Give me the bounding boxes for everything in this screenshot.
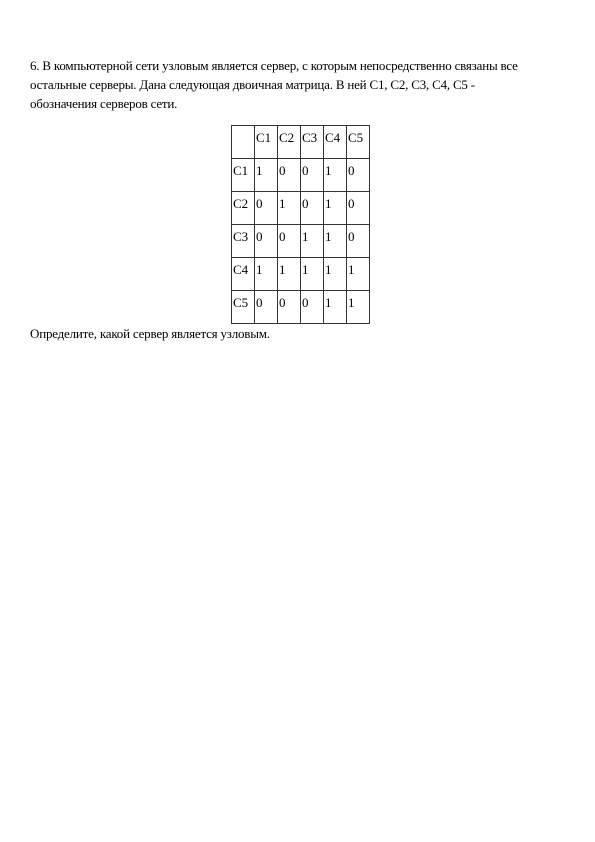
task-line: обозначения серверов сети. xyxy=(30,96,178,111)
matrix-cell: 1 xyxy=(347,291,370,324)
matrix-cell: 1 xyxy=(301,225,324,258)
row-header: С1 xyxy=(232,159,255,192)
matrix-cell: 0 xyxy=(278,291,301,324)
row-header: С3 xyxy=(232,225,255,258)
matrix-cell: 1 xyxy=(278,192,301,225)
matrix-row xyxy=(232,159,370,192)
matrix-cell: 0 xyxy=(255,192,278,225)
matrix-cell: 1 xyxy=(347,258,370,291)
matrix-cell: 1 xyxy=(301,258,324,291)
matrix-corner-cell xyxy=(232,126,255,159)
matrix-cell: 1 xyxy=(255,159,278,192)
matrix-cell: 0 xyxy=(347,225,370,258)
matrix-row xyxy=(232,258,370,291)
matrix-cell: 0 xyxy=(347,192,370,225)
row-header: С2 xyxy=(232,192,255,225)
matrix-cell: 0 xyxy=(301,291,324,324)
column-header: С3 xyxy=(301,126,324,159)
matrix-cell: 1 xyxy=(324,291,347,324)
matrix-row xyxy=(232,192,370,225)
column-header: С1 xyxy=(255,126,278,159)
task-statement xyxy=(30,56,575,113)
column-header: С4 xyxy=(324,126,347,159)
matrix-row xyxy=(232,225,370,258)
matrix-cell: 1 xyxy=(324,159,347,192)
matrix-cell: 0 xyxy=(255,225,278,258)
matrix-cell: 0 xyxy=(278,225,301,258)
matrix-cell: 1 xyxy=(255,258,278,291)
matrix-cell: 1 xyxy=(324,225,347,258)
matrix-cell: 0 xyxy=(347,159,370,192)
matrix-cell: 0 xyxy=(278,159,301,192)
column-header: С5 xyxy=(347,126,370,159)
question-text: Определите, какой сервер является узловым. xyxy=(30,326,270,341)
matrix-cell: 1 xyxy=(324,192,347,225)
row-header: С4 xyxy=(232,258,255,291)
matrix-cell: 0 xyxy=(301,192,324,225)
matrix-cell: 1 xyxy=(324,258,347,291)
matrix-cell: 0 xyxy=(301,159,324,192)
task-line: 6. В компьютерной сети узловым является сервер, с которым непосредственно связаны все xyxy=(30,58,518,73)
matrix-header-row xyxy=(232,126,370,159)
matrix-cell: 1 xyxy=(278,258,301,291)
row-header: С5 xyxy=(232,291,255,324)
matrix-row xyxy=(232,291,370,324)
matrix-cell: 0 xyxy=(255,291,278,324)
adjacency-matrix xyxy=(231,125,370,324)
task-line: остальные серверы. Дана следующая двоичная матрица. В ней С1, С2, С3, С4, С5 - xyxy=(30,77,475,92)
column-header: С2 xyxy=(278,126,301,159)
